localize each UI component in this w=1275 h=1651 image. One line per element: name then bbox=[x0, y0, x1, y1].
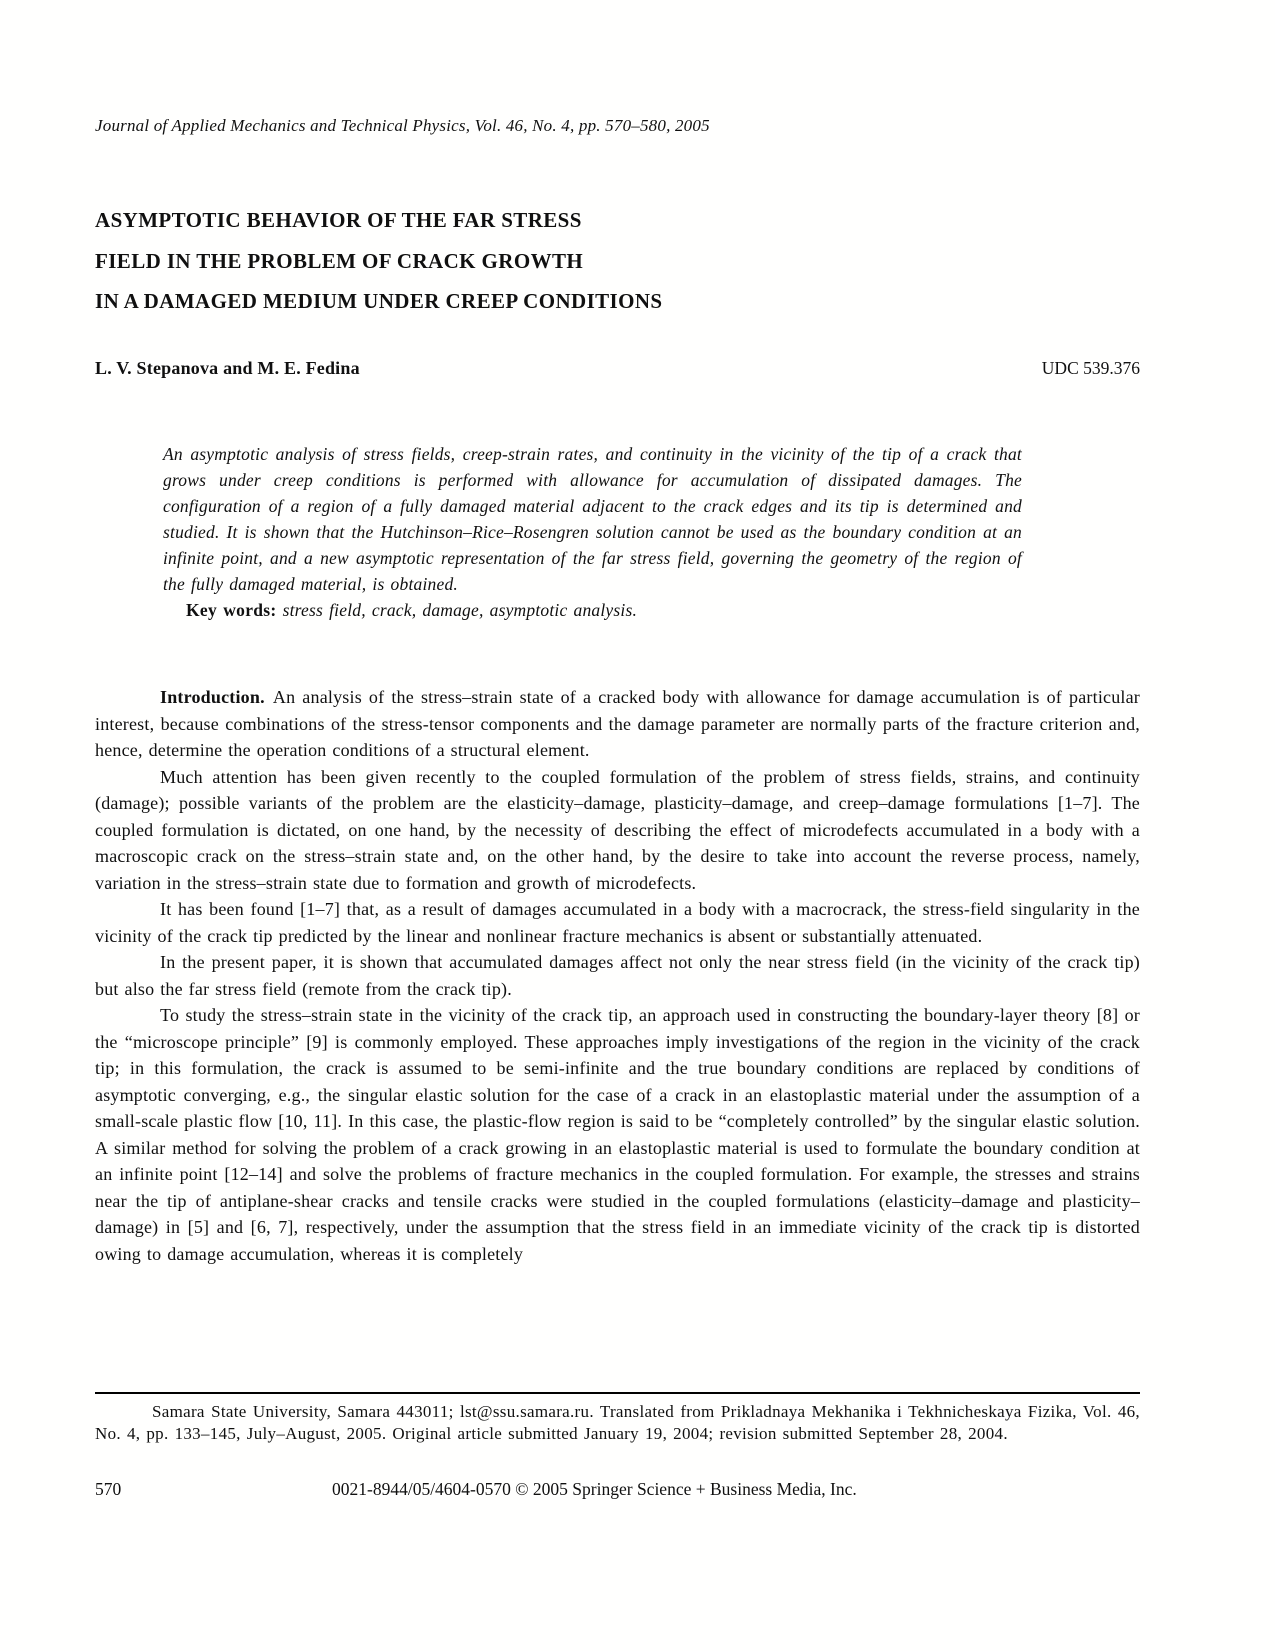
paragraph bbox=[95, 1002, 1140, 1267]
page-number: 570 bbox=[95, 1479, 122, 1499]
article-body bbox=[95, 684, 1140, 1267]
paragraph-text: It has been found [1–7] that, as a result of damages accumulated in a body with a macrocrack, the stress-field singularity in the vicinity of the crack tip predicted by the linear and nonlinear fracture mechanics is absent or substantially attenuated. bbox=[95, 899, 1140, 946]
footnote-text: Samara State University, Samara 443011; lst@ssu.samara.ru. Translated from Prikladnaya Mekhanika i Tekhnicheskaya Fizika, Vol. 46, No. 4, pp. 133–145, July–August, 2005. Original article submitted January 19, 2004; revision submitted September 28, 2004. bbox=[95, 1402, 1140, 1443]
journal-header-line: Journal of Applied Mechanics and Technical Physics, Vol. 46, No. 4, pp. 570–580, 2005 bbox=[95, 116, 710, 135]
keywords-list: stress field, crack, damage, asymptotic analysis. bbox=[282, 600, 638, 620]
paragraph bbox=[95, 949, 1140, 1002]
udc-code: UDC 539.376 bbox=[1041, 358, 1140, 378]
section-heading-introduction: Introduction. bbox=[160, 687, 265, 707]
authors-row bbox=[95, 358, 1140, 379]
footnote-block bbox=[95, 1392, 1140, 1444]
paper-title bbox=[95, 200, 1140, 322]
paragraph-text: An analysis of the stress–strain state of a cracked body with allowance for damage accumulation is of particular interest, because combinations of the stress-tensor components and the damage parameter are normally parts of the fracture criterion and, hence, determine the operation conditions of a structural element. bbox=[95, 687, 1140, 760]
title-line-1: ASYMPTOTIC BEHAVIOR OF THE FAR STRESS bbox=[95, 208, 582, 232]
copyright-line: 0021-8944/05/4604-0570 © 2005 Springer Science + Business Media, Inc. bbox=[332, 1479, 857, 1499]
paragraph-text: Much attention has been given recently to the coupled formulation of the problem of stress fields, strains, and continuity (damage); possible variants of the problem are the elasticity–damage, plasticity–damage, and creep–damage formulations [1–7]. The coupled formulation is dictated, on one hand, by the necessity of describing the effect of microdefects accumulated in a body with a macroscopic crack on the stress–strain state and, on the other hand, by the desire to take into account the reverse process, namely, variation in the stress–strain state due to formation and growth of microdefects. bbox=[95, 766, 1140, 893]
authors: L. V. Stepanova and M. E. Fedina bbox=[95, 358, 360, 378]
paragraph-introduction bbox=[95, 684, 1140, 764]
keywords-label: Key words: bbox=[186, 600, 277, 620]
paragraph bbox=[95, 764, 1140, 897]
title-line-2: FIELD IN THE PROBLEM OF CRACK GROWTH bbox=[95, 248, 584, 273]
keywords-line bbox=[163, 597, 1022, 623]
paragraph bbox=[95, 896, 1140, 949]
abstract-block bbox=[163, 441, 1022, 623]
paragraph-text: In the present paper, it is shown that accumulated damages affect not only the near stress field (in the vicinity of the crack tip) but also the far stress field (remote from the crack tip). bbox=[95, 952, 1140, 999]
abstract-text: An asymptotic analysis of stress fields, creep-strain rates, and continuity in the vicinity of the tip of a crack that grows under creep conditions is performed with allowance for accumulation of dissipated damages. The configuration of a region of a fully damaged material adjacent to the crack edges and its tip is determined and studied. It is shown that the Hutchinson–Rice–Rosengren solution cannot be used as the boundary condition at an infinite point, and a new asymptotic representation of the far stress field, governing the geometry of the region of the fully damaged material, is obtained. bbox=[163, 444, 1022, 594]
paragraph-text: To study the stress–strain state in the vicinity of the crack tip, an approach used in constructing the boundary-layer theory [8] or the “microscope principle” [9] is commonly employed. These approaches imply investigations of the region in the vicinity of the crack tip; in this formulation, the crack is assumed to be semi-infinite and the true boundary conditions are replaced by conditions of asymptotic converging, e.g., the singular elastic solution for the case of a crack in an elastoplastic material under the assumption of a small-scale plastic flow [10, 11]. In this case, the plastic-flow region is said to be “completely controlled” by the singular elastic solution. A similar method for solving the problem of a crack growing in an elastoplastic material is used to formulate the boundary condition at an infinite point [12–14] and solve the problems of fracture mechanics in the coupled formulation. For example, the stresses and strains near the tip of antiplane-shear cracks and tensile cracks were studied in the coupled formulations (elasticity–damage and plasticity–damage) in [5] and [6, 7], respectively, under the assumption that the stress field in an immediate vicinity of the crack tip is distorted owing to damage accumulation, whereas it is completely bbox=[95, 1005, 1140, 1264]
title-line-3: IN A DAMAGED MEDIUM UNDER CREEP CONDITIONS bbox=[95, 289, 663, 313]
